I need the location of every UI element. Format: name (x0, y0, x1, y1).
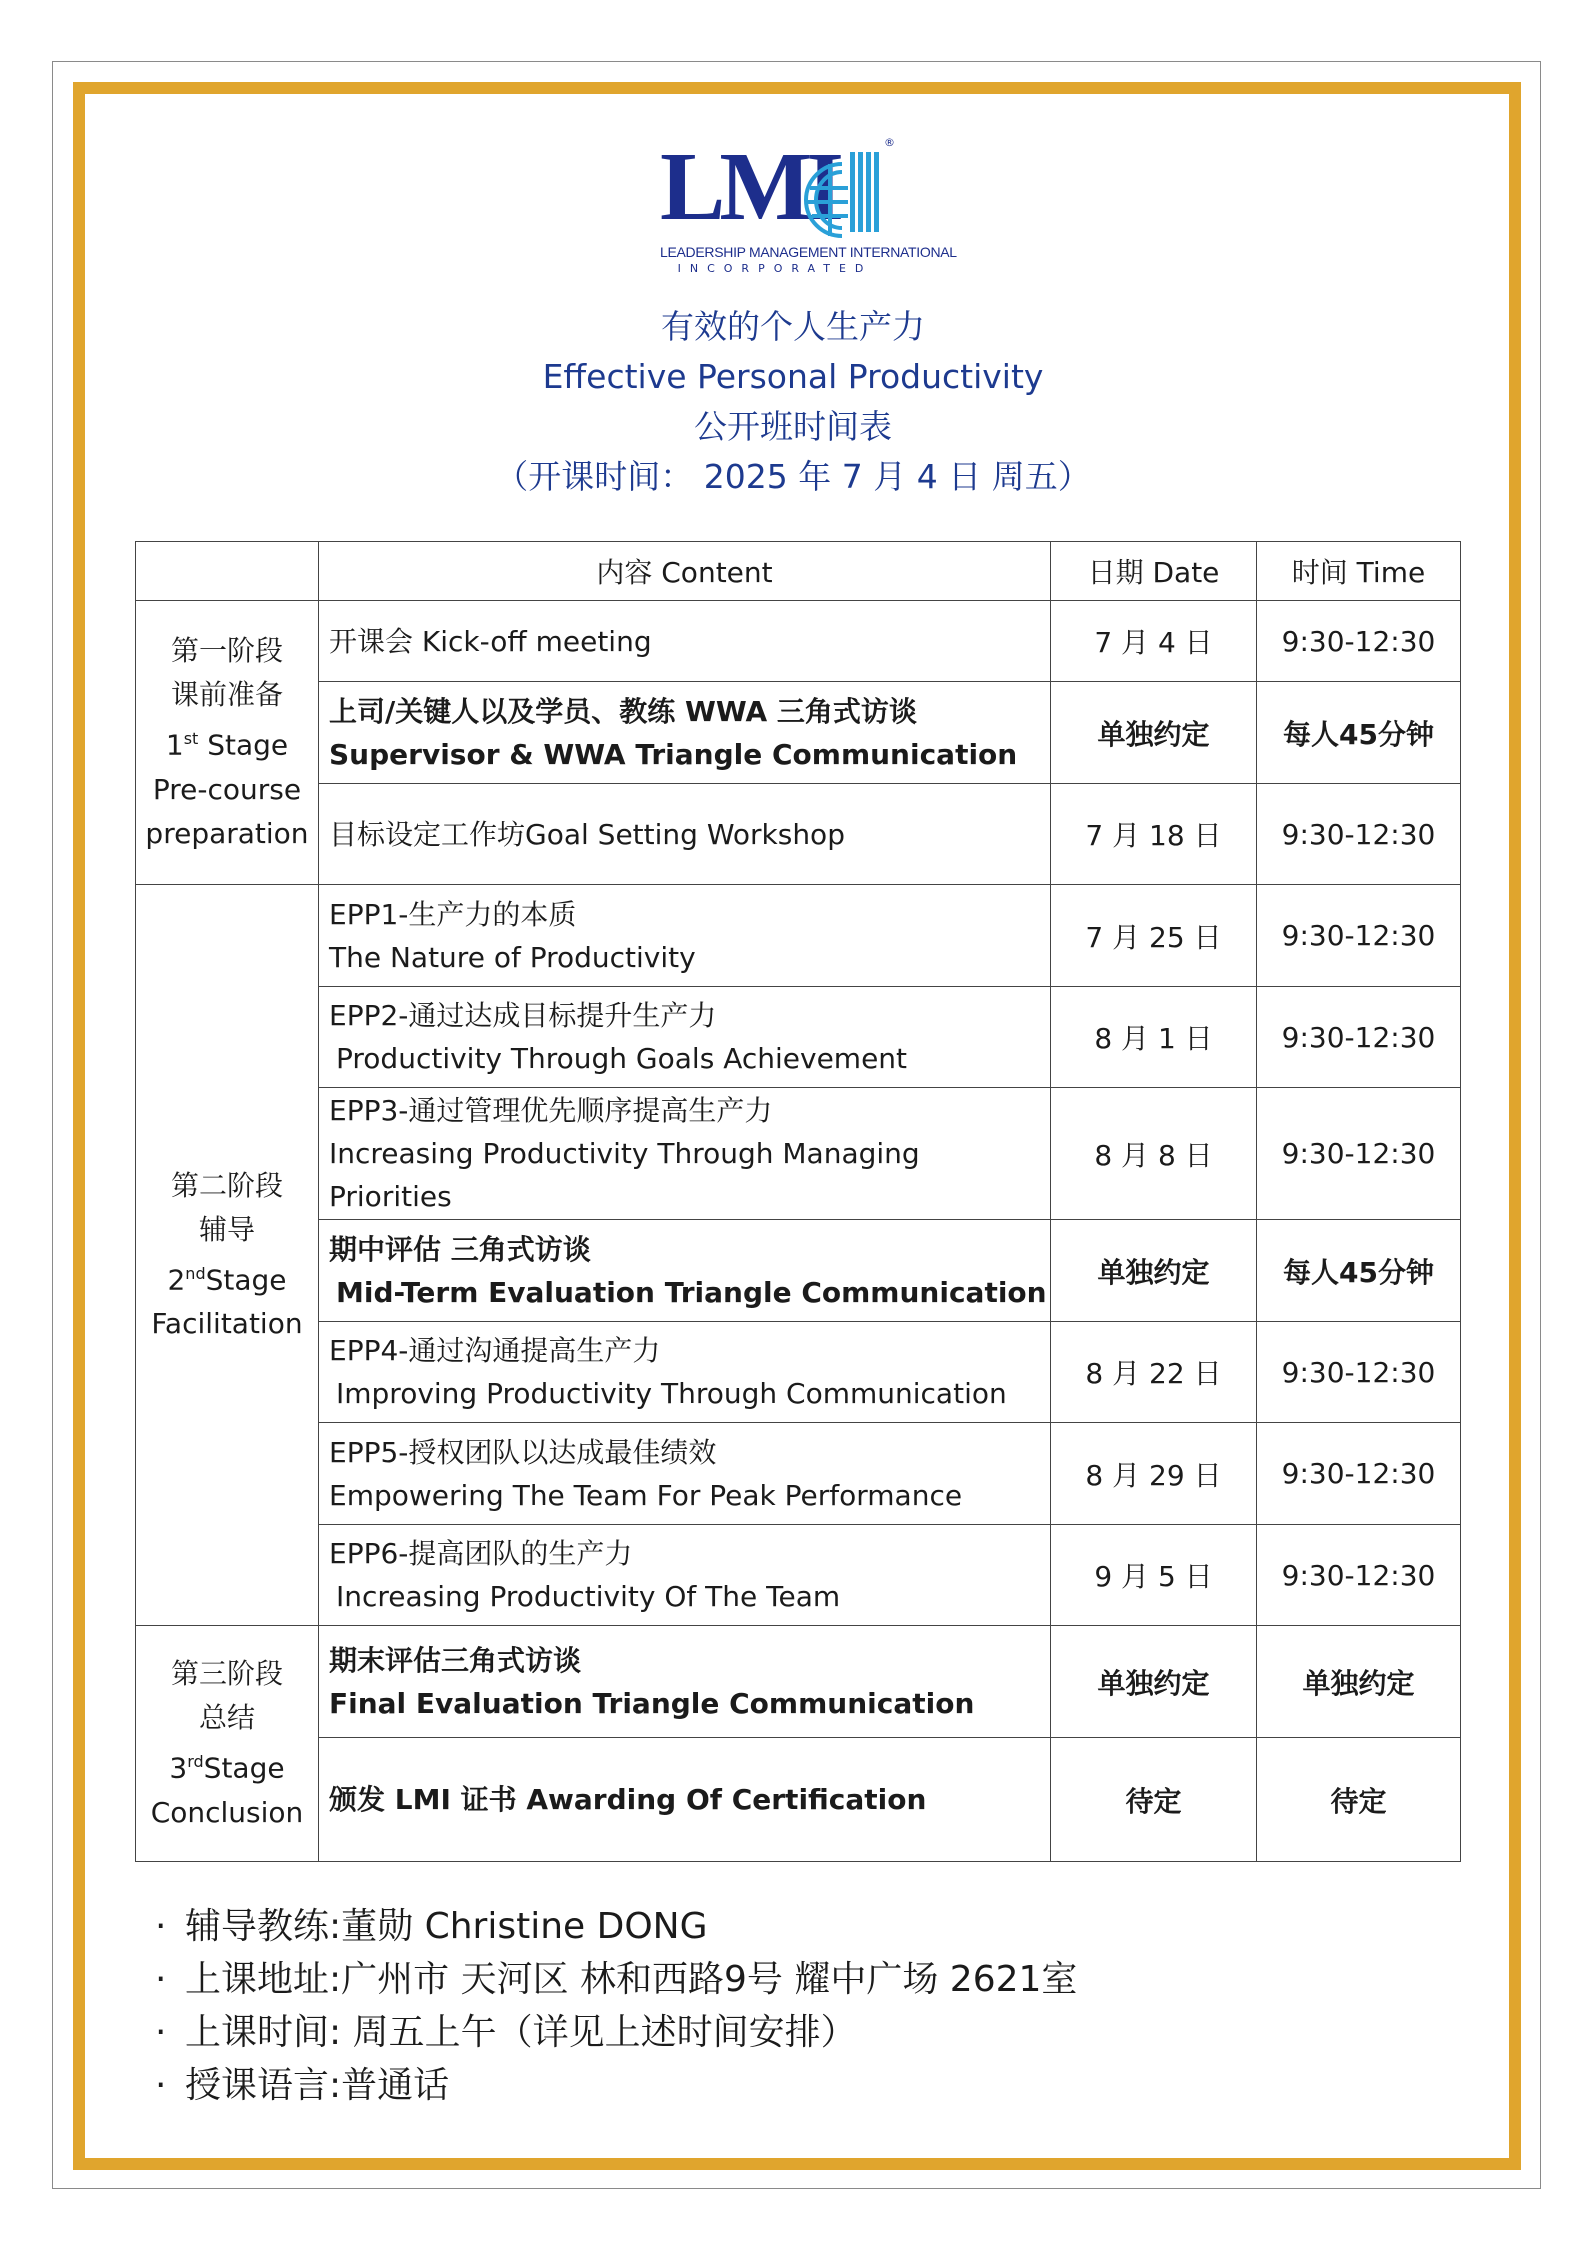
row-time: 9:30-12:30 (1257, 784, 1461, 885)
title-block (0, 302, 1586, 502)
row-date: 8 月 29 日 (1051, 1423, 1257, 1525)
stage-number: 1st Stage (165, 728, 289, 762)
row-content: EPP2-通过达成目标提升生产力 Productivity Through Goals Achievement (319, 987, 1051, 1088)
stage-1-cell (136, 601, 319, 885)
logo-brand: LMI (660, 133, 838, 241)
stage-cn-name: 第一阶段 (170, 634, 283, 668)
row-content: EPP4-通过沟通提高生产力 Improving Productivity Through Communication (319, 1322, 1051, 1423)
row-content: 开课会 Kick-off meeting (319, 601, 1051, 682)
schedule-table (135, 541, 1461, 1862)
start-date: （开课时间： 2025 年 7 月 4 日 周五） (495, 457, 1091, 496)
logo-incorporated: INCORPORATED (677, 262, 873, 275)
list-item: · 上课地址:广州市 天河区 林和西路9号 耀中广场 2621室 (155, 1959, 1078, 2000)
stage-number: 2ndStage (167, 1263, 287, 1297)
row-date: 8 月 1 日 (1051, 987, 1257, 1088)
row-content: EPP6-提高团队的生产力 Increasing Productivity Of The Team (319, 1525, 1051, 1626)
table-row (136, 1626, 1461, 1738)
table-row (136, 1423, 1461, 1525)
stage-cn-desc: 总结 (198, 1701, 255, 1735)
stage-en-desc-2: preparation (145, 816, 309, 850)
table-header-row (136, 542, 1461, 601)
row-time: 9:30-12:30 (1257, 987, 1461, 1088)
stage-number: 3rdStage (169, 1751, 285, 1785)
row-date: 单独约定 (1051, 1626, 1257, 1738)
row-time: 每人45分钟 (1257, 682, 1461, 784)
stage-cn-name: 第三阶段 (170, 1657, 283, 1691)
table-row (136, 885, 1461, 987)
row-content: 目标设定工作坊Goal Setting Workshop (319, 784, 1051, 885)
row-time: 9:30-12:30 (1257, 1322, 1461, 1423)
table-row (136, 1322, 1461, 1423)
header-stage (136, 542, 319, 601)
row-date: 单独约定 (1051, 682, 1257, 784)
table-row (136, 1738, 1461, 1862)
title-cn: 有效的个人生产力 (661, 307, 925, 346)
registered-mark: ® (884, 136, 895, 149)
row-date: 8 月 8 日 (1051, 1088, 1257, 1220)
table-row (136, 1088, 1461, 1220)
header-content: 内容 Content (319, 542, 1051, 601)
list-item: · 上课时间: 周五上午（详见上述时间安排） (155, 2012, 857, 2053)
stage-en-desc: Conclusion (150, 1795, 304, 1829)
row-time: 单独约定 (1257, 1626, 1461, 1738)
stage-cn-desc: 辅导 (198, 1212, 255, 1246)
row-time: 9:30-12:30 (1257, 1088, 1461, 1220)
logo-subtitle: LEADERSHIP MANAGEMENT INTERNATIONAL (660, 244, 957, 260)
header-time: 时间 Time (1257, 542, 1461, 601)
row-date: 待定 (1051, 1738, 1257, 1862)
schedule-title: 公开班时间表 (694, 407, 892, 446)
list-item: · 辅导教练:董勋 Christine DONG (155, 1906, 708, 1947)
row-content: EPP5-授权团队以达成最佳绩效 Empowering The Team For Peak Performance (319, 1423, 1051, 1525)
stage-3-cell (136, 1626, 319, 1862)
stage-en-desc: Pre-course (152, 772, 302, 806)
list-item: · 授课语言:普通话 (155, 2065, 450, 2106)
stage-cn-desc: 课前准备 (170, 678, 283, 712)
header-date: 日期 Date (1051, 542, 1257, 601)
lmi-logo (660, 133, 957, 280)
row-content: 期中评估 三角式访谈 Mid-Term Evaluation Triangle Communication (319, 1220, 1051, 1322)
row-time: 9:30-12:30 (1257, 1423, 1461, 1525)
row-content: 上司/关键人以及学员、教练 WWA 三角式访谈 Supervisor & WWA Triangle Communication (319, 682, 1051, 784)
row-date: 7 月 18 日 (1051, 784, 1257, 885)
row-content: EPP1-生产力的本质 The Nature of Productivity (319, 885, 1051, 987)
table-row (136, 987, 1461, 1088)
table-row (136, 784, 1461, 885)
row-date: 7 月 4 日 (1051, 601, 1257, 682)
row-time: 待定 (1257, 1738, 1461, 1862)
notes-list (155, 1900, 1077, 2112)
globe-icon (790, 144, 890, 244)
row-date: 单独约定 (1051, 1220, 1257, 1322)
stage-2-cell (136, 885, 319, 1626)
table-row (136, 1220, 1461, 1322)
row-time: 9:30-12:30 (1257, 601, 1461, 682)
table-row (136, 601, 1461, 682)
row-content: EPP3-通过管理优先顺序提高生产力 Increasing Productivity Through Managing Priorities (319, 1088, 1051, 1220)
row-date: 9 月 5 日 (1051, 1525, 1257, 1626)
row-time: 9:30-12:30 (1257, 1525, 1461, 1626)
row-content: 期末评估三角式访谈 Final Evaluation Triangle Communication (319, 1626, 1051, 1738)
stage-cn-name: 第二阶段 (170, 1168, 283, 1202)
table-row (136, 1525, 1461, 1626)
stage-en-desc: Facilitation (151, 1307, 303, 1341)
row-date: 8 月 22 日 (1051, 1322, 1257, 1423)
title-en: Effective Personal Productivity (542, 357, 1044, 396)
row-time: 每人45分钟 (1257, 1220, 1461, 1322)
row-content: 颁发 LMI 证书 Awarding Of Certification (319, 1738, 1051, 1862)
table-row (136, 682, 1461, 784)
row-date: 7 月 25 日 (1051, 885, 1257, 987)
row-time: 9:30-12:30 (1257, 885, 1461, 987)
